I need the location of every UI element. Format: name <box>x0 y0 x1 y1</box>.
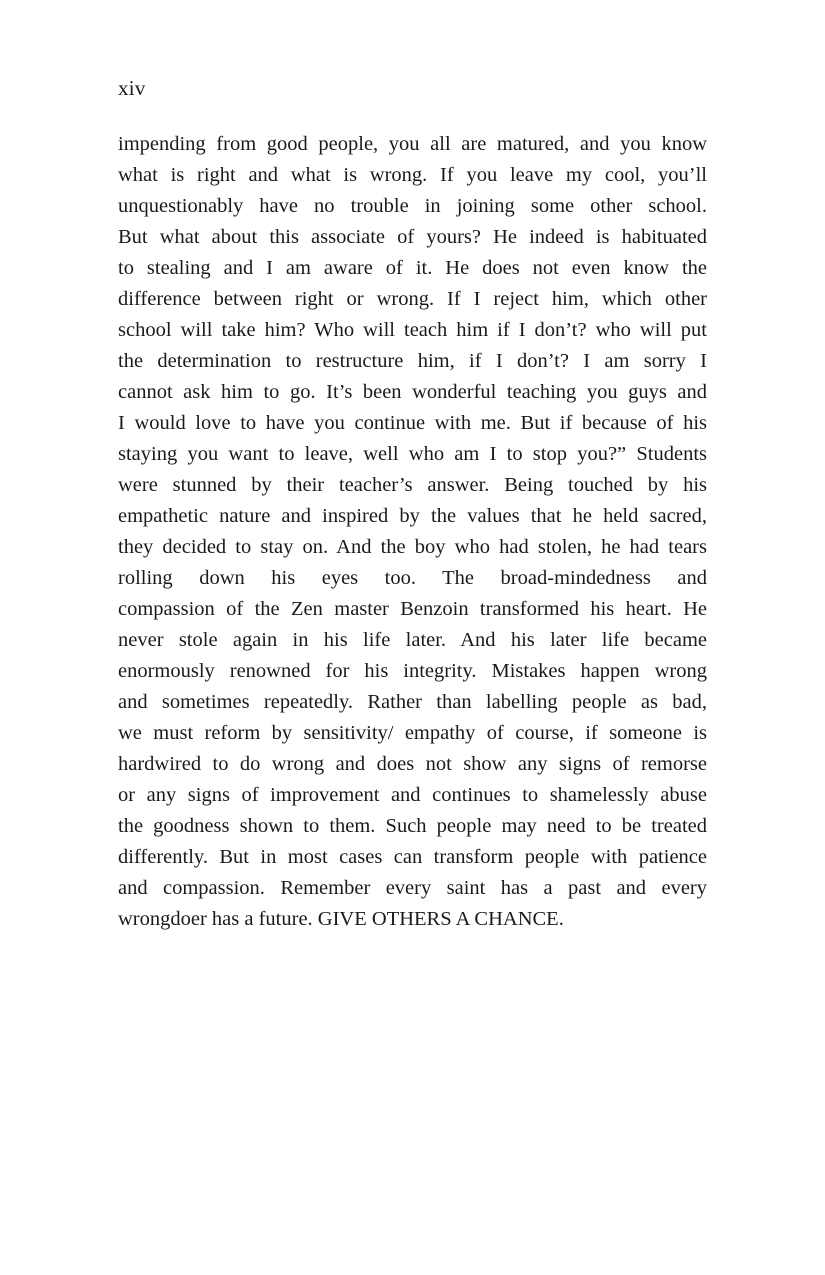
text-line: and sometimes repeatedly. Rather than labelling people as bad, <box>118 691 707 713</box>
text-line: the goodness shown to them. Such people may need to be treated <box>118 815 707 837</box>
body-paragraph <box>118 129 707 935</box>
text-line: cannot ask him to go. It’s been wonderful teaching you guys and <box>118 381 707 403</box>
text-line: the determination to restructure him, if I don’t? I am sorry I <box>118 350 707 372</box>
text-line: staying you want to leave, well who am I to stop you?” Students <box>118 443 707 465</box>
text-line: I would love to have you continue with me. But if because of his <box>118 412 707 434</box>
text-line: unquestionably have no trouble in joining some other school. <box>118 195 707 217</box>
text-line: never stole again in his life later. And his later life became <box>118 629 707 651</box>
text-line: differently. But in most cases can transform people with patience <box>118 846 707 868</box>
text-line: school will take him? Who will teach him if I don’t? who will put <box>118 319 707 341</box>
text-line: what is right and what is wrong. If you leave my cool, you’ll <box>118 164 707 186</box>
text-line: to stealing and I am aware of it. He does not even know the <box>118 257 707 279</box>
text-line: we must reform by sensitivity/ empathy of course, if someone is <box>118 722 707 744</box>
text-line: hardwired to do wrong and does not show any signs of remorse <box>118 753 707 775</box>
page-number: xiv <box>118 76 146 100</box>
text-line: compassion of the Zen master Benzoin transformed his heart. He <box>118 598 707 620</box>
text-line-last: wrongdoer has a future. GIVE OTHERS A CHANCE. <box>118 908 564 930</box>
text-line: or any signs of improvement and continues to shamelessly abuse <box>118 784 707 806</box>
text-line: were stunned by their teacher’s answer. Being touched by his <box>118 474 707 496</box>
text-line: empathetic nature and inspired by the values that he held sacred, <box>118 505 707 527</box>
text-line: impending from good people, you all are matured, and you know <box>118 133 707 155</box>
text-line: enormously renowned for his integrity. Mistakes happen wrong <box>118 660 707 682</box>
text-line: But what about this associate of yours? He indeed is habituated <box>118 226 707 248</box>
text-line: difference between right or wrong. If I reject him, which other <box>118 288 707 310</box>
text-line: rolling down his eyes too. The broad-mindedness and <box>118 567 707 589</box>
text-line: they decided to stay on. And the boy who had stolen, he had tears <box>118 536 707 558</box>
text-line: and compassion. Remember every saint has a past and every <box>118 877 707 899</box>
